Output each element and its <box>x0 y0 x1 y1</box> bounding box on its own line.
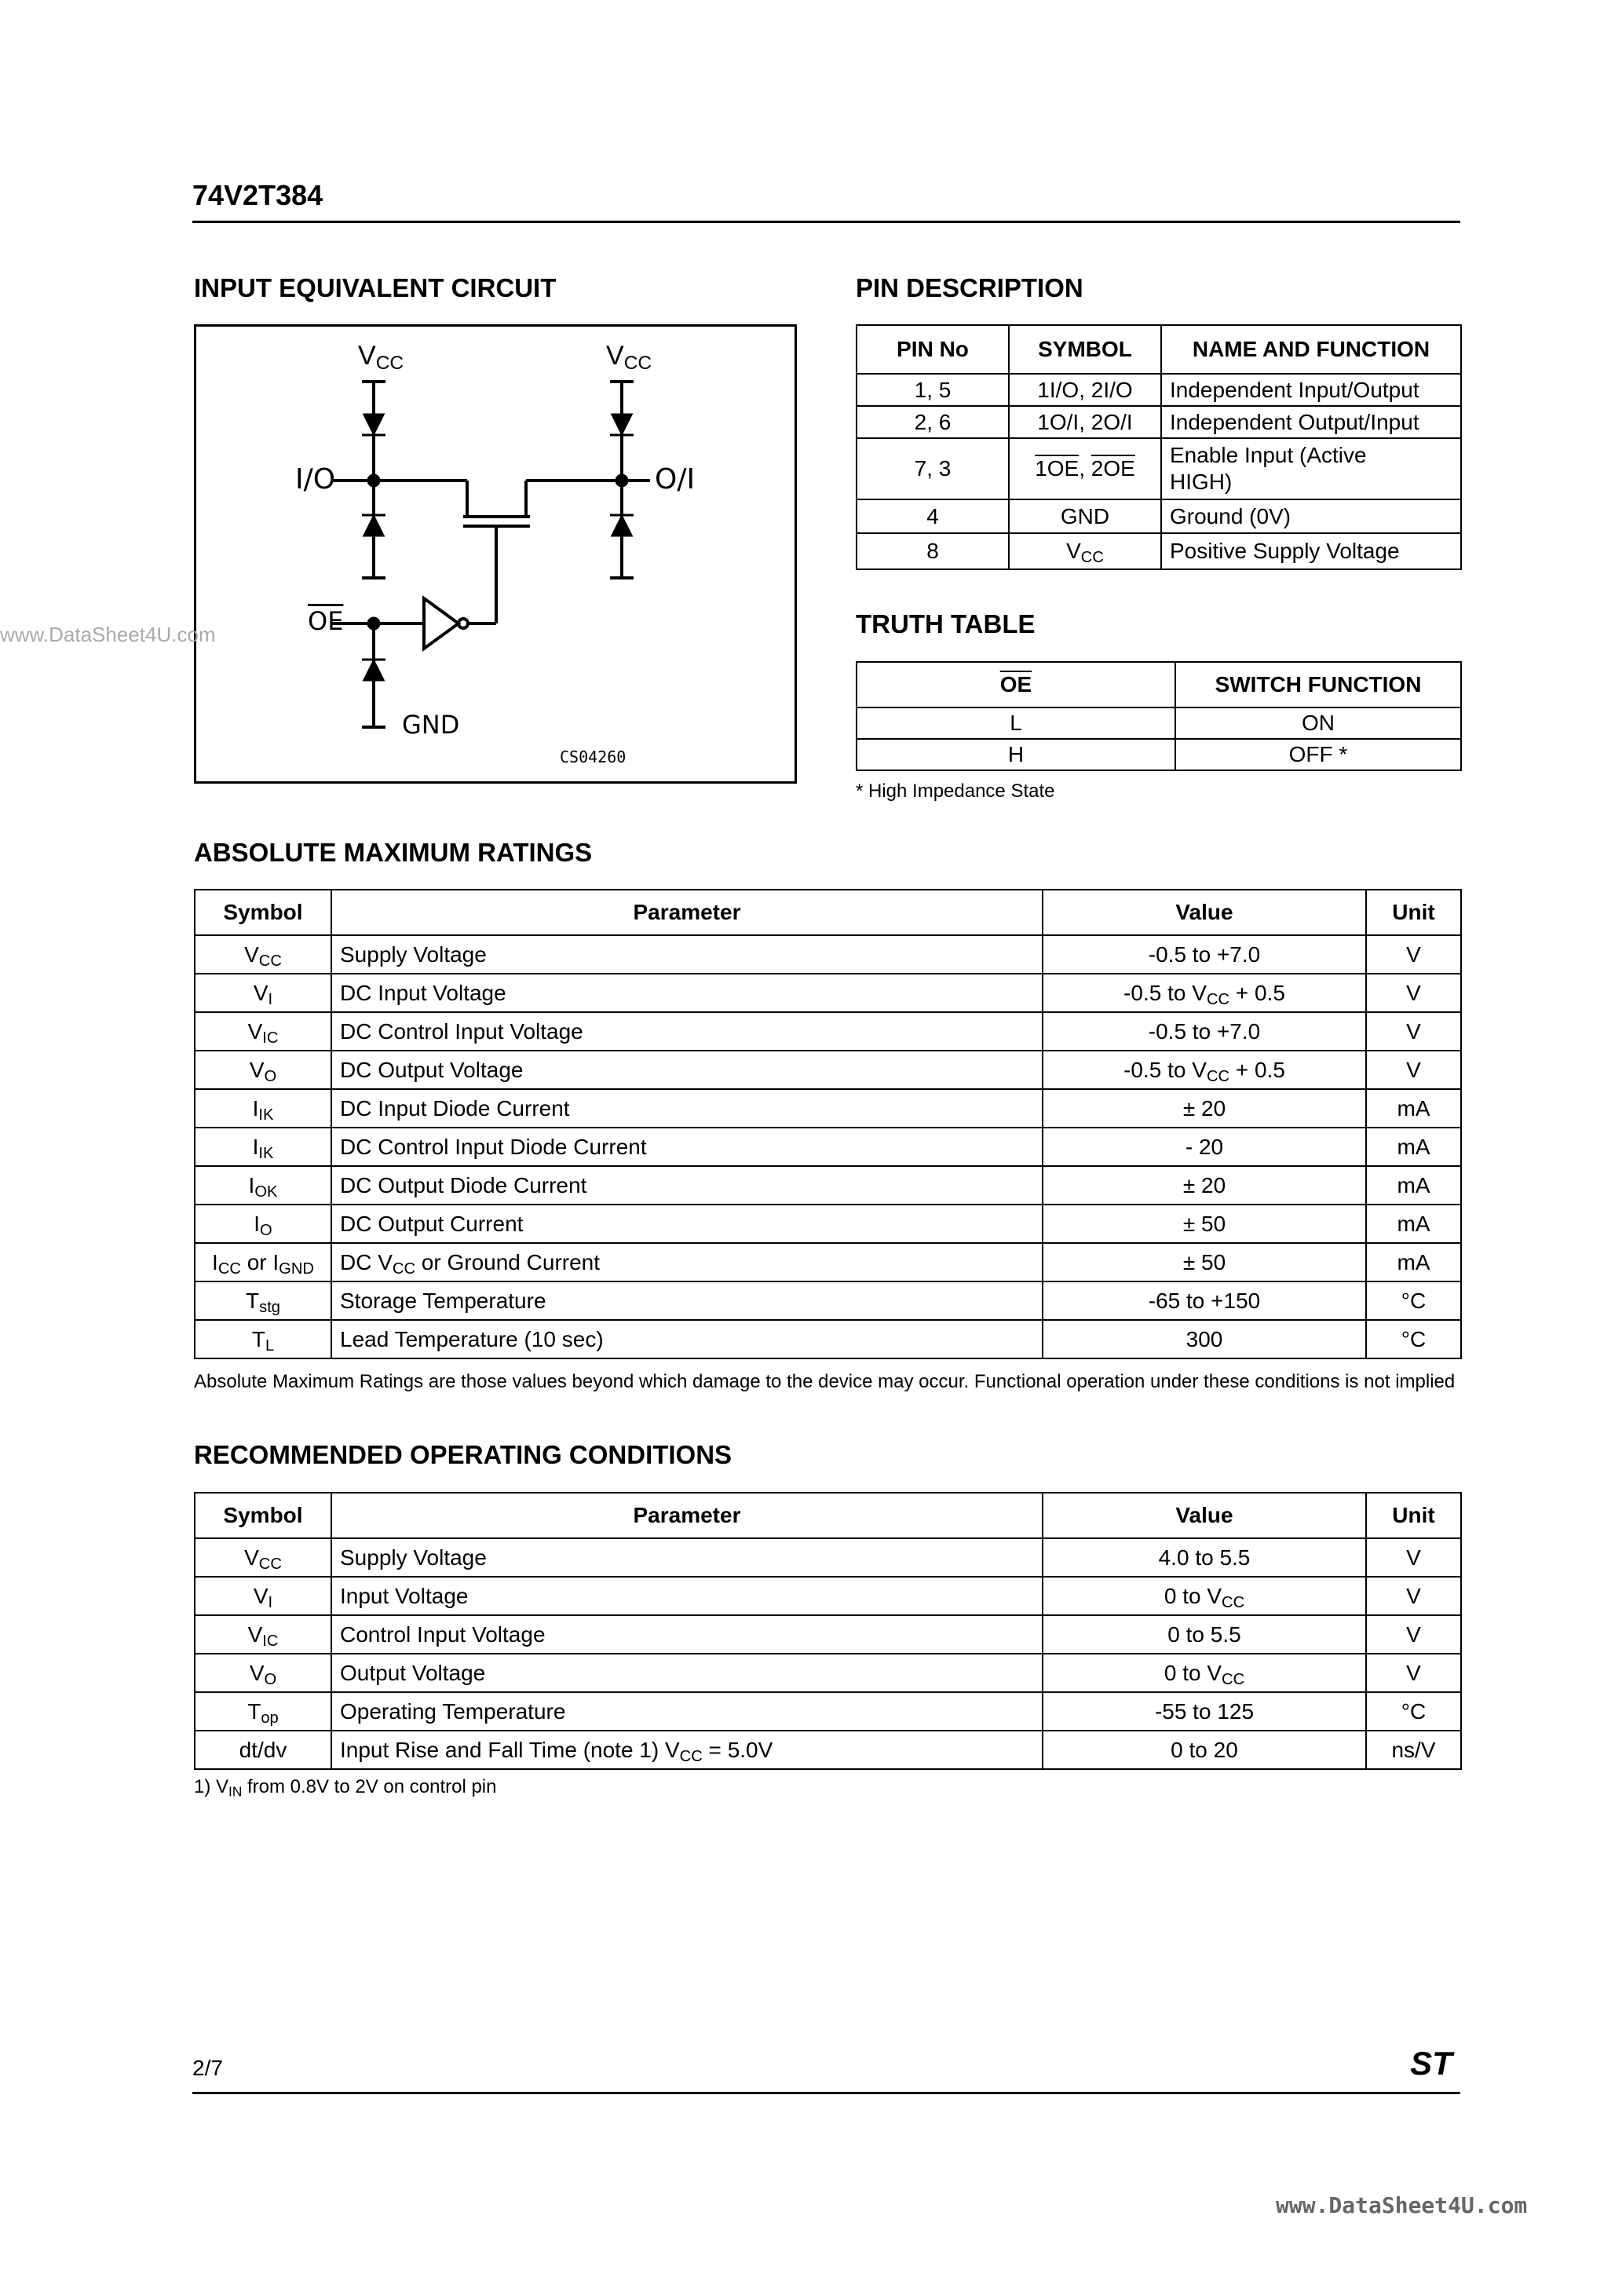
vcc-right-label: $V_{CC}$ <box>606 341 652 375</box>
table-row <box>857 533 1461 569</box>
page-number: 2/7 <box>192 2056 223 2080</box>
unit-cell: V <box>1366 1012 1461 1051</box>
symbol-cell: 1OE, 2OE <box>1009 438 1161 499</box>
st-logo <box>1401 2045 1461 2081</box>
oe-cell: H <box>857 739 1175 770</box>
parameter-cell: Lead Temperature (10 sec) <box>331 1320 1043 1358</box>
pin-cell: 4 <box>857 499 1009 533</box>
symbol-cell: $T_{op}$ <box>195 1692 331 1731</box>
table-row <box>195 1692 1461 1731</box>
col-header-parameter: Parameter <box>331 890 1043 935</box>
pin-header-symbol: SYMBOL <box>1009 325 1161 374</box>
symbol-cell: $T_{stg}$ <box>195 1281 331 1320</box>
parameter-cell: Input Rise and Fall Time (note 1) $V_{CC} = 5.0V$ <box>331 1731 1043 1769</box>
func-cell: ON <box>1175 707 1461 739</box>
oe-cell: L <box>857 707 1175 739</box>
table-row <box>195 1243 1461 1281</box>
unit-cell: V <box>1366 935 1461 974</box>
pin-description-table <box>856 324 1462 570</box>
table-row <box>195 935 1461 974</box>
oe-label: $\overline{OE}$ <box>308 606 344 636</box>
symbol-cell: $V_{CC}$ <box>1009 533 1161 569</box>
value-cell: ± 20 <box>1043 1166 1366 1205</box>
oi-label: O/I <box>655 463 696 495</box>
value-cell: -65 to +150 <box>1043 1281 1366 1320</box>
col-header-symbol: Symbol <box>195 890 331 935</box>
value-cell: 0 to $V_{CC}$ <box>1043 1654 1366 1692</box>
unit-cell: mA <box>1366 1128 1461 1166</box>
symbol-cell: $I_{IK}$ <box>195 1128 331 1166</box>
value-cell: 4.0 to 5.5 <box>1043 1538 1366 1577</box>
col-header-value: Value <box>1043 890 1366 935</box>
col-header-unit: Unit <box>1366 1493 1461 1538</box>
value-cell: -0.5 to $V_{CC} + 0.5$ <box>1043 1051 1366 1089</box>
unit-cell: V <box>1366 1577 1461 1615</box>
symbol-cell: $V_{CC}$ <box>195 1538 331 1577</box>
unit-cell: V <box>1366 1654 1461 1692</box>
truth-header-oe: $\overline{OE}$ <box>857 662 1175 707</box>
value-cell: 0 to 20 <box>1043 1731 1366 1769</box>
footer-rule <box>192 2092 1460 2094</box>
symbol-cell: dt/dv <box>195 1731 331 1769</box>
parameter-cell: DC Output Current <box>331 1205 1043 1243</box>
col-header-symbol: Symbol <box>195 1493 331 1538</box>
parameter-cell: DC Control Input Diode Current <box>331 1128 1043 1166</box>
parameter-cell: DC Control Input Voltage <box>331 1012 1043 1051</box>
table-row <box>195 1281 1461 1320</box>
abs-max-title: ABSOLUTE MAXIMUM RATINGS <box>194 838 593 867</box>
symbol-cell: GND <box>1009 499 1161 533</box>
unit-cell: ns/V <box>1366 1731 1461 1769</box>
st-logo-icon <box>1401 2045 1461 2081</box>
parameter-cell: DC Input Voltage <box>331 974 1043 1012</box>
parameter-cell: Output Voltage <box>331 1654 1043 1692</box>
unit-cell: mA <box>1366 1205 1461 1243</box>
value-cell: -0.5 to $V_{CC} + 0.5$ <box>1043 974 1366 1012</box>
table-row <box>195 1128 1461 1166</box>
table-row <box>195 1051 1461 1089</box>
name-cell: Positive Supply Voltage <box>1161 533 1461 569</box>
parameter-cell: Supply Voltage <box>331 935 1043 974</box>
table-row <box>195 1654 1461 1692</box>
value-cell: ± 50 <box>1043 1205 1366 1243</box>
pin-header-name: NAME AND FUNCTION <box>1161 325 1461 374</box>
parameter-cell: DC $V_{CC}$ or Ground Current <box>331 1243 1043 1281</box>
value-cell: - 20 <box>1043 1128 1366 1166</box>
pin-header-pin: PIN No <box>857 325 1009 374</box>
abs-max-note: Absolute Maximum Ratings are those values beyond which damage to the device may occur. Functional operation under these conditions is not implied <box>194 1371 1456 1392</box>
parameter-cell: Input Voltage <box>331 1577 1043 1615</box>
pin-cell: 8 <box>857 533 1009 569</box>
rec-op-note: 1) $V_{IN}$ from 0.8V to 2V on control pin <box>194 1776 497 1800</box>
rec-op-table <box>194 1492 1462 1770</box>
watermark-left: www.DataSheet4U.com <box>0 623 216 646</box>
parameter-cell: DC Output Diode Current <box>331 1166 1043 1205</box>
symbol-cell: $V_I$ <box>195 1577 331 1615</box>
circuit-diagram <box>196 327 795 781</box>
table-row <box>195 1538 1461 1577</box>
parameter-cell: DC Output Voltage <box>331 1051 1043 1089</box>
symbol-cell: $V_O$ <box>195 1654 331 1692</box>
circuit-code: CS04260 <box>560 748 627 766</box>
symbol-cell: $V_{IC}$ <box>195 1615 331 1654</box>
value-cell: -55 to 125 <box>1043 1692 1366 1731</box>
pin-cell: 2, 6 <box>857 406 1009 438</box>
symbol-cell: $I_O$ <box>195 1205 331 1243</box>
io-label: I/O <box>295 463 336 495</box>
value-cell: -0.5 to +7.0 <box>1043 1012 1366 1051</box>
unit-cell: °C <box>1366 1320 1461 1358</box>
unit-cell: V <box>1366 974 1461 1012</box>
name-cell: Independent Input/Output <box>1161 374 1461 406</box>
table-row <box>195 1205 1461 1243</box>
truth-table-note: * High Impedance State <box>856 781 1055 802</box>
table-row <box>857 374 1461 406</box>
truth-table-title: TRUTH TABLE <box>856 609 1036 638</box>
symbol-cell: $T_L$ <box>195 1320 331 1358</box>
table-row <box>857 739 1461 770</box>
gnd-label: GND <box>402 710 460 740</box>
symbol-cell: $I_{OK}$ <box>195 1166 331 1205</box>
value-cell: 300 <box>1043 1320 1366 1358</box>
truth-header-func: SWITCH FUNCTION <box>1175 662 1461 707</box>
table-row <box>857 707 1461 739</box>
table-row <box>195 1577 1461 1615</box>
symbol-cell: 1I/O, 2I/O <box>1009 374 1161 406</box>
unit-cell: mA <box>1366 1166 1461 1205</box>
col-header-unit: Unit <box>1366 890 1461 935</box>
parameter-cell: Operating Temperature <box>331 1692 1043 1731</box>
unit-cell: mA <box>1366 1243 1461 1281</box>
parameter-cell: DC Input Diode Current <box>331 1089 1043 1128</box>
table-row <box>195 1615 1461 1654</box>
symbol-cell: $V_O$ <box>195 1051 331 1089</box>
name-cell: Independent Output/Input <box>1161 406 1461 438</box>
watermark-footer: www.DataSheet4U.com <box>1276 2192 1528 2218</box>
unit-cell: V <box>1366 1538 1461 1577</box>
unit-cell: mA <box>1366 1089 1461 1128</box>
symbol-cell: $I_{IK}$ <box>195 1089 331 1128</box>
truth-table <box>856 661 1462 771</box>
pin-cell: 7, 3 <box>857 438 1009 499</box>
rec-op-title: RECOMMENDED OPERATING CONDITIONS <box>194 1440 732 1469</box>
unit-cell: V <box>1366 1615 1461 1654</box>
symbol-cell: $V_I$ <box>195 974 331 1012</box>
symbol-cell: $I_{CC}$ or $I_{GND}$ <box>195 1243 331 1281</box>
parameter-cell: Storage Temperature <box>331 1281 1043 1320</box>
value-cell: 0 to $V_{CC}$ <box>1043 1577 1366 1615</box>
table-row <box>195 1012 1461 1051</box>
part-number-header: 74V2T384 <box>192 179 323 211</box>
name-cell: Ground (0V) <box>1161 499 1461 533</box>
value-cell: 0 to 5.5 <box>1043 1615 1366 1654</box>
table-row <box>195 1089 1461 1128</box>
input-equivalent-circuit <box>194 324 797 784</box>
input-circuit-title: INPUT EQUIVALENT CIRCUIT <box>194 273 557 302</box>
pin-description-title: PIN DESCRIPTION <box>856 273 1083 302</box>
parameter-cell: Supply Voltage <box>331 1538 1043 1577</box>
svg-text:ST: ST <box>1410 2045 1452 2081</box>
symbol-cell: $V_{IC}$ <box>195 1012 331 1051</box>
table-row <box>195 1166 1461 1205</box>
col-header-value: Value <box>1043 1493 1366 1538</box>
value-cell: ± 20 <box>1043 1089 1366 1128</box>
symbol-cell: $V_{CC}$ <box>195 935 331 974</box>
name-cell: Enable Input (Active HIGH) <box>1161 438 1461 499</box>
vcc-left-label: $V_{CC}$ <box>358 341 404 375</box>
symbol-cell: 1O/I, 2O/I <box>1009 406 1161 438</box>
parameter-cell: Control Input Voltage <box>331 1615 1043 1654</box>
unit-cell: °C <box>1366 1281 1461 1320</box>
unit-cell: V <box>1366 1051 1461 1089</box>
pin-cell: 1, 5 <box>857 374 1009 406</box>
col-header-parameter: Parameter <box>331 1493 1043 1538</box>
unit-cell: °C <box>1366 1692 1461 1731</box>
table-row <box>195 974 1461 1012</box>
table-row <box>857 499 1461 533</box>
abs-max-table <box>194 889 1462 1359</box>
table-row <box>857 438 1461 499</box>
func-cell: OFF * <box>1175 739 1461 770</box>
table-row <box>857 406 1461 438</box>
value-cell: -0.5 to +7.0 <box>1043 935 1366 974</box>
header-rule <box>192 221 1460 223</box>
table-row <box>195 1731 1461 1769</box>
value-cell: ± 50 <box>1043 1243 1366 1281</box>
table-row <box>195 1320 1461 1358</box>
